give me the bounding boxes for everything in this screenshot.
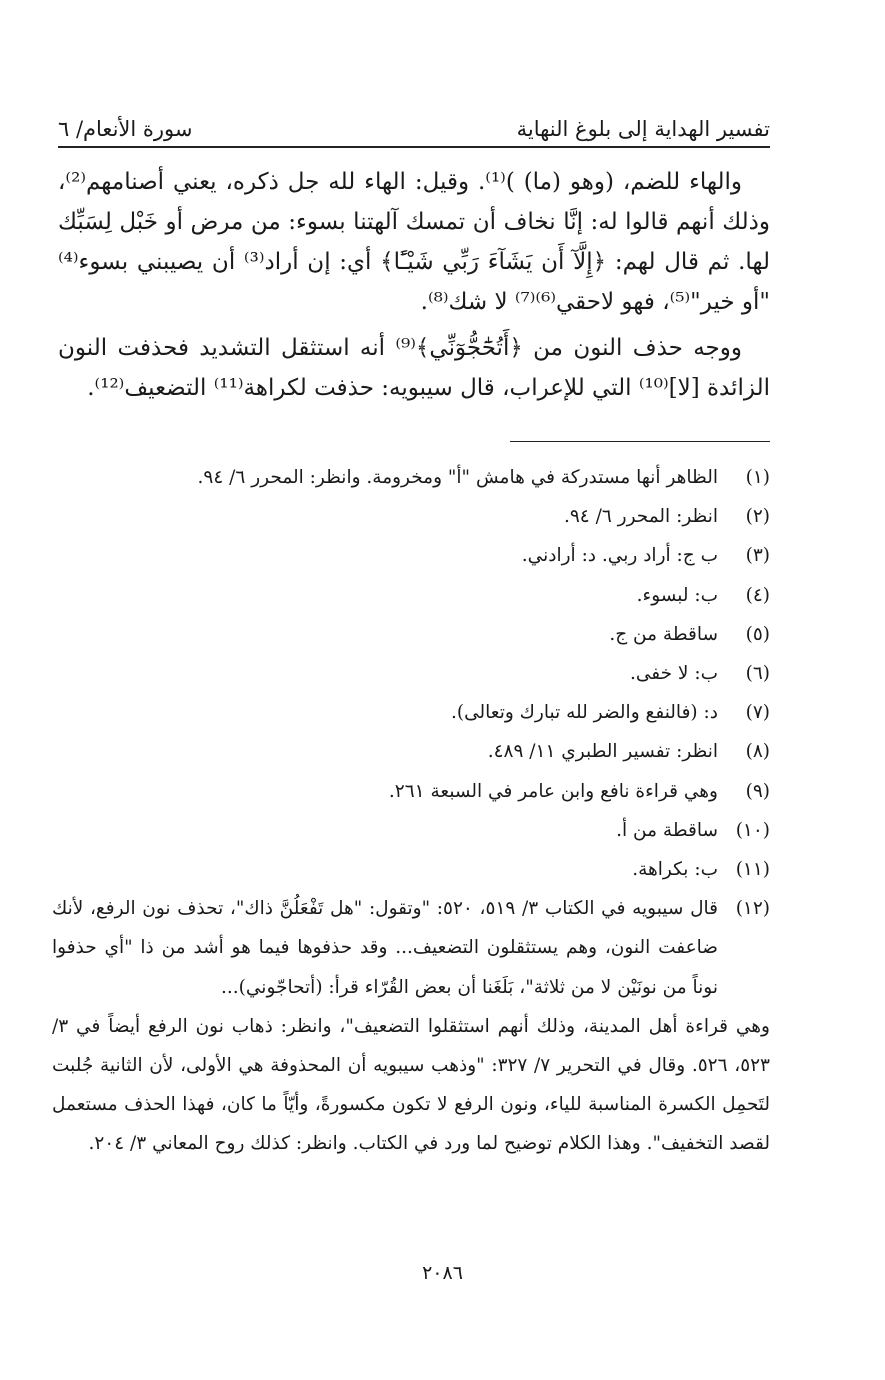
footnote-continuation: وهي قراءة أهل المدينة، وذلك أنهم استثقلوا التضعيف"، وانظر: ذهاب نون الرفع أيضاً في ٣/ ٥٢٣، ٥٢٦. وقال في التحرير ٧/ ٣٢٧: "وذهب سيبويه أن المحذوفة هي الأولى، لأن الثانية جُلبت لتَحمِل الكسرة المناسبة للياء، ونون الرفع لا تكون مكسورةً، وأيّاً ما كان، فهذا الحذف مستعمل لقصد التخفيف". وهذا الكلام توضيح لما ورد في الكتاب. وانظر: كذلك روح المعاني ٣/ ٢٠٤.	[52, 1015, 770, 1155]
footnote-text: د: (فالنفع والضر لله تبارك وتعالى).	[451, 702, 718, 724]
paragraph: ووجه حذف النون من ﴿أَتُحَٰٓجُّوٓنِّي﴾⁽⁹⁾ أنه استثقل التشديد فحذفت النون الزائدة [لا]⁽¹⁰⁾ التي للإعراب، قال سيبويه: حذفت لكراهة⁽¹¹⁾ التضعيف⁽¹²⁾.	[58, 335, 770, 401]
footnote	[52, 811, 770, 850]
footnote	[52, 693, 770, 732]
footnote-number: (٧)	[745, 702, 770, 724]
running-header	[58, 96, 770, 144]
footnote	[52, 654, 770, 693]
footnote-number: (١٢)	[735, 898, 770, 920]
footnote	[52, 732, 770, 771]
page-number: ٢٠٨٦	[422, 1262, 463, 1284]
footnote-text: الظاهر أنها مستدركة في هامش "أ" ومخرومة. وانظر: المحرر ٦/ ٩٤.	[197, 467, 718, 488]
footnote-number: (١٠)	[735, 819, 770, 841]
footnote-text: ب: لبسوء.	[636, 584, 718, 606]
surah-title: سورة الأنعام/ ٦	[58, 117, 193, 141]
footnote	[52, 772, 770, 811]
book-title: تفسير الهداية إلى بلوغ النهاية	[516, 117, 770, 141]
footnote-number: (٨)	[745, 741, 770, 763]
paragraph: والهاء للضم، (وهو (ما) )⁽¹⁾. وقيل: الهاء لله جل ذكره، يعني أصنامهم⁽²⁾، وذلك أنهم قالوا له: إنَّا نخاف أن تمسك آلهتنا بسوء: من مرض أو خَبْل لِسَبِّك لها. ثم قال لهم: ﴿إِلَّآ أَن يَشَآءَ رَبِّي شَيْـًٔا﴾ أي: إن أراد⁽³⁾ أن يصيبني بسوء⁽⁴⁾ "أو خير"⁽⁵⁾، فهو لاحقي⁽⁶⁾⁽⁷⁾ لا شك⁽⁸⁾.	[58, 169, 771, 315]
footnote-text: ب ج: أراد ربي. د: أرادني.	[521, 545, 718, 567]
footnote-number: (٣)	[745, 545, 770, 567]
footnote	[52, 536, 770, 575]
footnote-number: (٢)	[745, 506, 770, 528]
footnote	[52, 889, 770, 1007]
footnote-text: ساقطة من أ.	[616, 819, 718, 841]
footnote-text: ب: بكراهة.	[632, 859, 718, 881]
footnote-number: (٩)	[745, 780, 770, 802]
footnote-text: انظر: تفسير الطبري ١١/ ٤٨٩.	[487, 741, 718, 763]
main-text	[58, 162, 770, 408]
footnote	[52, 497, 770, 536]
footnote-number: (٦)	[745, 663, 770, 685]
footnote	[52, 615, 770, 654]
footnote-text: ب: لا خفى.	[629, 663, 718, 685]
footnote-divider	[510, 441, 770, 442]
footnotes	[52, 458, 770, 1164]
footnote	[52, 850, 770, 889]
footnote	[52, 458, 770, 497]
footnote-number: (١)	[745, 467, 770, 488]
footnote	[52, 576, 770, 615]
footnote-number: (١١)	[735, 859, 770, 881]
footnote-number: (٤)	[745, 584, 770, 606]
footnote-text: وهي قراءة نافع وابن عامر في السبعة ٢٦١.	[388, 780, 718, 802]
footnote-text: قال سيبويه في الكتاب ٣/ ٥١٩، ٥٢٠: "وتقول: "هل تَفْعَلُنَّ ذاك"، تحذف نون الرفع، لأنك ضاعفت النون، وهم يستثقلون التضعيف... وقد حذفوها فيما هو أشد من ذا "أي حذفوا نوناً من نونَيْن لا من ثلاثة"، بَلَغَنا أن بعض القُرّاء قرأ: (أتحاجّوني)...	[52, 898, 718, 998]
header-divider	[58, 146, 770, 148]
footnote-text: ساقطة من ج.	[609, 623, 718, 645]
footnote-text: انظر: المحرر ٦/ ٩٤.	[563, 506, 718, 528]
footnote-number: (٥)	[745, 623, 770, 645]
